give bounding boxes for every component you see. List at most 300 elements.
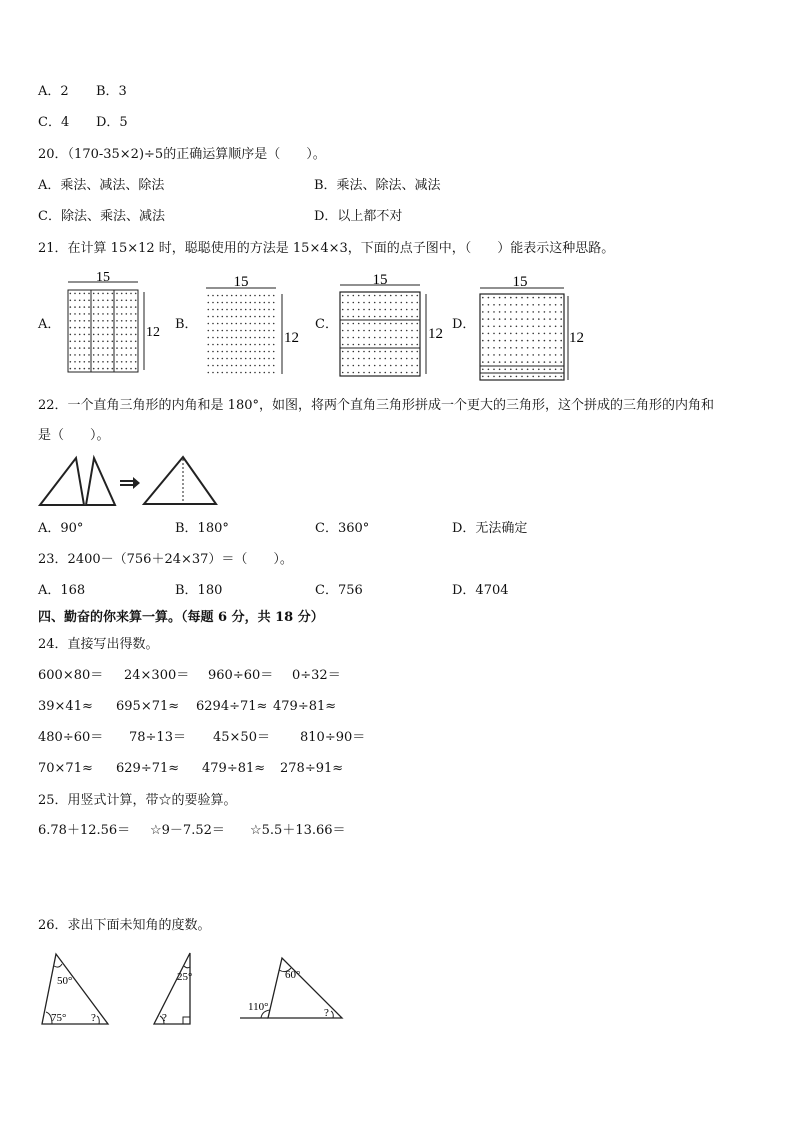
grid-dot	[532, 369, 534, 371]
grid-dot	[135, 361, 137, 363]
calc-item: 70×71≈	[38, 761, 93, 776]
q23-option-d: D．4704	[452, 583, 509, 598]
grid-dot	[74, 341, 76, 343]
grid-dot	[369, 323, 371, 325]
grid-dot	[240, 330, 242, 332]
grid-dot	[116, 341, 118, 343]
grid-dot	[538, 297, 540, 299]
grid-dot	[504, 340, 506, 342]
grid-dot	[245, 358, 247, 360]
q21-option-b: B．	[175, 317, 198, 332]
vertical-calc-item: ☆9－7.52＝	[150, 823, 225, 838]
grid-dot	[116, 300, 118, 302]
grid-dot	[259, 330, 261, 332]
triangle-figure-2	[150, 950, 200, 1030]
grid-dot	[268, 337, 270, 339]
grid-dot	[236, 330, 238, 332]
grid-dot	[70, 293, 72, 295]
grid-dot	[510, 354, 512, 356]
grid-dot	[358, 302, 360, 304]
right-triangle-left	[40, 458, 84, 505]
grid-dot	[259, 295, 261, 297]
grid-dot	[222, 330, 224, 332]
grid-dot	[79, 341, 81, 343]
grid-dot	[273, 316, 275, 318]
grid-dot	[130, 313, 132, 315]
grid-dot	[549, 354, 551, 356]
grid-dot	[226, 351, 228, 353]
q23-option-b: B．180	[175, 583, 223, 598]
grid-dot	[79, 300, 81, 302]
grid-dot	[250, 344, 252, 346]
grid-dot	[544, 347, 546, 349]
grid-dot	[268, 323, 270, 325]
grid-dot	[504, 354, 506, 356]
grid-dot	[259, 323, 261, 325]
grid-dot	[135, 368, 137, 370]
grid-dot	[363, 295, 365, 297]
grid-dot	[226, 372, 228, 374]
width-label: 15	[372, 272, 388, 288]
grid-dot	[363, 358, 365, 360]
grid-dot	[358, 337, 360, 339]
grid-dot	[411, 372, 413, 374]
grid-dot	[121, 300, 123, 302]
grid-dot	[555, 318, 557, 320]
grid-dot	[510, 340, 512, 342]
grid-dot	[250, 316, 252, 318]
q24-stem: 24．直接写出得数。	[38, 637, 159, 652]
grid-dot	[98, 341, 100, 343]
grid-dot	[254, 309, 256, 311]
grid-dot	[521, 304, 523, 306]
grid-dot	[560, 361, 562, 363]
grid-dot	[126, 341, 128, 343]
calc-item: 960÷60＝	[208, 668, 274, 683]
grid-dot	[549, 311, 551, 313]
grid-dot	[342, 330, 344, 332]
q21-stem: 21．在计算 15×12 时，聪聪使用的方法是 15×4×3，下面的点子图中，（ ）能表示这种思路。	[38, 241, 615, 256]
grid-dot	[347, 372, 349, 374]
grid-dot	[516, 333, 518, 335]
grid-dot	[121, 361, 123, 363]
grid-dot	[107, 320, 109, 322]
grid-dot	[385, 365, 387, 367]
grid-dot	[527, 361, 529, 363]
grid-dot	[488, 340, 490, 342]
grid-dot	[245, 351, 247, 353]
grid-dot	[560, 354, 562, 356]
grid-dot	[493, 361, 495, 363]
grid-dot	[112, 347, 114, 349]
grid-dot	[390, 302, 392, 304]
grid-dot	[516, 304, 518, 306]
grid-dot	[102, 354, 104, 356]
grid-dot	[390, 323, 392, 325]
width-label: 15	[512, 274, 528, 290]
grid-dot	[538, 376, 540, 378]
grid-dot	[406, 344, 408, 346]
grid-dot	[264, 351, 266, 353]
grid-dot	[217, 302, 219, 304]
grid-dot	[254, 295, 256, 297]
grid-dot	[268, 344, 270, 346]
grid-dot	[401, 372, 403, 374]
grid-dot	[521, 333, 523, 335]
grid-dot	[212, 330, 214, 332]
grid-dot	[532, 340, 534, 342]
grid-dot	[406, 330, 408, 332]
unknown-angle-label: ?	[91, 1012, 96, 1024]
grid-dot	[208, 358, 210, 360]
grid-dot	[264, 323, 266, 325]
grid-dot	[130, 300, 132, 302]
grid-dot	[121, 347, 123, 349]
grid-dot	[135, 354, 137, 356]
grid-dot	[353, 365, 355, 367]
grid-dot	[358, 358, 360, 360]
grid-dot	[254, 344, 256, 346]
grid-dot	[493, 376, 495, 378]
grid-dot	[88, 347, 90, 349]
grid-dot	[245, 295, 247, 297]
grid-dot	[482, 304, 484, 306]
grid-dot	[254, 323, 256, 325]
dot-grid-figure-b	[196, 270, 306, 382]
grid-dot	[222, 316, 224, 318]
grid-dot	[245, 316, 247, 318]
grid-dot	[116, 320, 118, 322]
grid-dot	[385, 323, 387, 325]
grid-dot	[516, 369, 518, 371]
grid-dot	[555, 354, 557, 356]
grid-dot	[516, 347, 518, 349]
grid-dot	[342, 372, 344, 374]
grid-dot	[493, 297, 495, 299]
grid-dot	[240, 337, 242, 339]
grid-dot	[379, 358, 381, 360]
grid-dot	[212, 358, 214, 360]
grid-dot	[212, 302, 214, 304]
grid-dot	[532, 311, 534, 313]
grid-dot	[353, 358, 355, 360]
grid-dot	[273, 323, 275, 325]
grid-dot	[112, 320, 114, 322]
grid-dot	[369, 302, 371, 304]
grid-dot	[521, 347, 523, 349]
grid-dot	[112, 354, 114, 356]
grid-dot	[549, 333, 551, 335]
grid-dot	[254, 337, 256, 339]
grid-dot	[212, 309, 214, 311]
grid-dot	[245, 330, 247, 332]
grid-dot	[245, 302, 247, 304]
grid-dot	[555, 297, 557, 299]
unknown-angle-label: ?	[162, 1012, 167, 1024]
grid-dot	[532, 376, 534, 378]
grid-dot	[236, 295, 238, 297]
grid-dot	[74, 300, 76, 302]
grid-dot	[363, 309, 365, 311]
grid-dot	[482, 297, 484, 299]
grid-dot	[417, 344, 419, 346]
grid-dot	[88, 327, 90, 329]
grid-dot	[264, 295, 266, 297]
grid-dot	[93, 334, 95, 336]
grid-dot	[231, 365, 233, 367]
grid-dot	[98, 354, 100, 356]
grid-dot	[84, 354, 86, 356]
grid-dot	[130, 361, 132, 363]
grid-dot	[236, 351, 238, 353]
grid-dot	[222, 295, 224, 297]
grid-dot	[538, 340, 540, 342]
grid-dot	[549, 361, 551, 363]
grid-dot	[259, 351, 261, 353]
grid-dot	[208, 302, 210, 304]
calc-item: 479÷81≈	[202, 761, 266, 776]
grid-dot	[390, 295, 392, 297]
grid-dot	[135, 300, 137, 302]
grid-dot	[107, 334, 109, 336]
grid-dot	[499, 369, 501, 371]
grid-dot	[363, 372, 365, 374]
grid-dot	[245, 365, 247, 367]
grid-dot	[226, 358, 228, 360]
grid-dot	[521, 376, 523, 378]
q21-option-d: D．	[452, 317, 476, 332]
grid-dot	[107, 361, 109, 363]
grid-dot	[499, 304, 501, 306]
grid-dot	[493, 318, 495, 320]
grid-dot	[549, 347, 551, 349]
section-4-heading: 四、勤奋的你来算一算。（每题 6 分，共 18 分）	[38, 610, 324, 625]
grid-dot	[79, 320, 81, 322]
grid-dot	[273, 295, 275, 297]
triangles-merge-figure	[36, 450, 226, 512]
grid-dot	[116, 293, 118, 295]
grid-dot	[88, 361, 90, 363]
grid-dot	[74, 293, 76, 295]
grid-dot	[516, 311, 518, 313]
grid-dot	[401, 316, 403, 318]
grid-dot	[130, 334, 132, 336]
grid-dot	[245, 309, 247, 311]
grid-dot	[342, 309, 344, 311]
grid-dot	[390, 365, 392, 367]
grid-dot	[353, 295, 355, 297]
grid-dot	[411, 344, 413, 346]
grid-dot	[358, 372, 360, 374]
grid-dot	[240, 295, 242, 297]
grid-dot	[538, 361, 540, 363]
grid-dot	[504, 304, 506, 306]
grid-dot	[74, 354, 76, 356]
grid-dot	[353, 337, 355, 339]
grid-dot	[74, 313, 76, 315]
grid-dot	[88, 368, 90, 370]
grid-dot	[107, 368, 109, 370]
dot-grid-figure-a	[60, 270, 160, 380]
grid-dot	[521, 369, 523, 371]
grid-dot	[406, 351, 408, 353]
grid-dot	[544, 340, 546, 342]
grid-dot	[358, 295, 360, 297]
q20-option-b: B．乘法、除法、减法	[314, 178, 441, 193]
grid-dot	[112, 361, 114, 363]
grid-dot	[347, 358, 349, 360]
grid-dot	[231, 323, 233, 325]
grid-dot	[482, 376, 484, 378]
grid-dot	[102, 300, 104, 302]
grid-dot	[369, 372, 371, 374]
grid-dot	[84, 320, 86, 322]
arrow-icon	[120, 477, 140, 489]
exterior-angle-label: 110°	[248, 1001, 269, 1013]
grid-dot	[217, 351, 219, 353]
grid-dot	[417, 358, 419, 360]
grid-dot	[226, 295, 228, 297]
grid-dot	[79, 293, 81, 295]
q23-option-a: A．168	[38, 583, 86, 598]
grid-dot	[222, 323, 224, 325]
grid-dot	[107, 354, 109, 356]
grid-dot	[93, 313, 95, 315]
grid-dot	[488, 297, 490, 299]
grid-dot	[273, 372, 275, 374]
grid-dot	[406, 302, 408, 304]
grid-dot	[70, 334, 72, 336]
grid-dot	[231, 344, 233, 346]
grid-dot	[93, 347, 95, 349]
grid-dot	[130, 341, 132, 343]
grid-dot	[406, 309, 408, 311]
grid-dot	[499, 333, 501, 335]
grid-dot	[347, 316, 349, 318]
grid-dot	[342, 295, 344, 297]
grid-dot	[84, 361, 86, 363]
grid-dot	[88, 300, 90, 302]
grid-dot	[395, 351, 397, 353]
grid-dot	[482, 340, 484, 342]
grid-dot	[521, 340, 523, 342]
grid-dot	[510, 311, 512, 313]
grid-dot	[84, 347, 86, 349]
grid-dot	[488, 354, 490, 356]
grid-dot	[385, 372, 387, 374]
grid-dot	[395, 295, 397, 297]
grid-dot	[245, 372, 247, 374]
grid-dot	[208, 372, 210, 374]
grid-dot	[499, 311, 501, 313]
grid-dot	[70, 354, 72, 356]
grid-dot	[521, 354, 523, 356]
grid-dot	[549, 340, 551, 342]
grid-dot	[369, 351, 371, 353]
grid-dot	[527, 376, 529, 378]
q23-option-c: C．756	[315, 583, 363, 598]
grid-dot	[222, 337, 224, 339]
grid-dot	[532, 361, 534, 363]
grid-dot	[411, 330, 413, 332]
grid-dot	[121, 306, 123, 308]
grid-dot	[135, 347, 137, 349]
grid-dot	[488, 326, 490, 328]
grid-dot	[268, 309, 270, 311]
q20-option-c: C．除法、乘法、减法	[38, 209, 165, 224]
grid-dot	[342, 302, 344, 304]
grid-dot	[363, 337, 365, 339]
grid-dot	[268, 351, 270, 353]
grid-dot	[264, 337, 266, 339]
grid-dot	[347, 323, 349, 325]
grid-dot	[510, 369, 512, 371]
grid-dot	[363, 323, 365, 325]
grid-dot	[84, 306, 86, 308]
grid-dot	[538, 369, 540, 371]
grid-dot	[273, 358, 275, 360]
grid-dot	[74, 347, 76, 349]
grid-dot	[70, 368, 72, 370]
grid-dot	[121, 334, 123, 336]
grid-dot	[240, 316, 242, 318]
triangle-figure-3	[240, 954, 350, 1024]
grid-dot	[208, 365, 210, 367]
grid-dot	[555, 333, 557, 335]
grid-dot	[245, 337, 247, 339]
width-label: 15	[233, 274, 249, 290]
grid-dot	[406, 337, 408, 339]
grid-dot	[222, 372, 224, 374]
grid-dot	[208, 344, 210, 346]
calc-item: 629÷71≈	[116, 761, 180, 776]
grid-dot	[390, 372, 392, 374]
grid-dot	[390, 316, 392, 318]
grid-dot	[259, 302, 261, 304]
grid-dot	[493, 333, 495, 335]
grid-dot	[401, 309, 403, 311]
grid-dot	[135, 327, 137, 329]
grid-dot	[369, 344, 371, 346]
grid-dot	[130, 368, 132, 370]
grid-dot	[527, 347, 529, 349]
grid-dot	[259, 316, 261, 318]
grid-dot	[70, 327, 72, 329]
grid-dot	[130, 320, 132, 322]
grid-dot	[268, 372, 270, 374]
grid-dot	[510, 297, 512, 299]
calc-item: 39×41≈	[38, 699, 93, 714]
grid-dot	[79, 306, 81, 308]
grid-dot	[226, 365, 228, 367]
grid-dot	[555, 311, 557, 313]
grid-dot	[504, 318, 506, 320]
grid-dot	[254, 316, 256, 318]
grid-dot	[527, 354, 529, 356]
grid-dot	[212, 337, 214, 339]
grid-dot	[79, 354, 81, 356]
grid-dot	[273, 302, 275, 304]
grid-dot	[84, 334, 86, 336]
grid-dot	[504, 326, 506, 328]
grid-dot	[126, 354, 128, 356]
grid-dot	[527, 340, 529, 342]
grid-dot	[259, 337, 261, 339]
grid-dot	[379, 302, 381, 304]
grid-dot	[250, 309, 252, 311]
grid-dot	[369, 365, 371, 367]
dot-grid-figure-d	[474, 270, 589, 384]
